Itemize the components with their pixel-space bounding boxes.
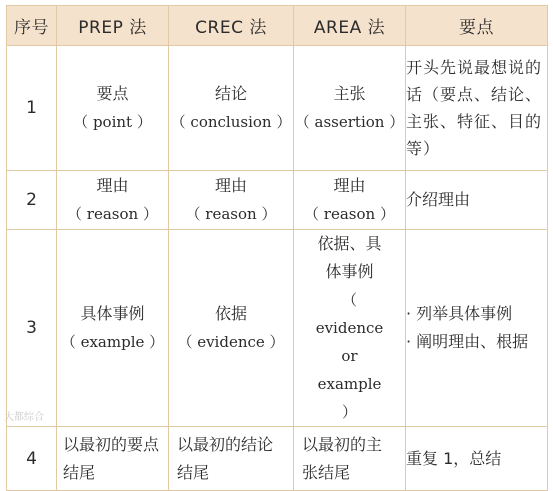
prep-cell — [57, 230, 169, 427]
area-term: 理由 — [333, 176, 366, 195]
area-cell — [294, 46, 406, 171]
table-row — [7, 171, 548, 230]
prep-term-en: （ point ） — [73, 113, 152, 131]
keypoint-cell — [406, 230, 548, 427]
area-term-en: （ reason ） — [304, 205, 395, 223]
crec-cell — [169, 171, 294, 230]
bullet-item: · 列举具体事例 — [406, 304, 513, 323]
prep-term-en: （ reason ） — [67, 205, 158, 223]
prep-cell — [57, 171, 169, 230]
area-cell: 以最初的主张结尾 — [294, 427, 406, 491]
crec-term: 结论 — [214, 84, 247, 103]
header-row — [7, 6, 548, 46]
crec-cell — [169, 230, 294, 427]
prep-term: 要点 — [96, 84, 129, 103]
header-index: 序号 — [7, 6, 57, 46]
table-row — [7, 427, 548, 491]
area-term: 依据、具体事例 — [317, 234, 382, 281]
keypoint-cell: 介绍理由 — [406, 171, 548, 230]
area-term: 主张 — [333, 84, 366, 103]
row-number: 1 — [7, 46, 57, 171]
row-number: 4 — [7, 427, 57, 491]
area-term-en: （ assertion ） — [294, 113, 405, 131]
keypoint-cell: 开头先说最想说的话（要点、结论、主张、特征、目的等） — [406, 46, 548, 171]
watermark: 大都综合 — [4, 412, 44, 423]
crec-term-en: （ reason ） — [185, 205, 277, 223]
keypoint-cell: 重复 1，总结 — [406, 427, 548, 491]
header-crec: CREC 法 — [169, 6, 294, 46]
prep-term-en: （ example ） — [60, 333, 165, 351]
row-number: 3 — [7, 230, 57, 427]
area-term-en: （ evidence or example ） — [315, 291, 384, 421]
row-number: 2 — [7, 171, 57, 230]
crec-term-en: （ conclusion ） — [170, 113, 292, 131]
prep-term: 具体事例 — [80, 304, 145, 323]
prep-cell — [57, 46, 169, 171]
crec-term: 理由 — [214, 176, 247, 195]
prep-cell: 以最初的要点结尾 — [57, 427, 169, 491]
table-row — [7, 46, 548, 171]
crec-cell: 以最初的结论结尾 — [169, 427, 294, 491]
comparison-table — [6, 5, 548, 491]
crec-term: 依据 — [214, 304, 247, 323]
crec-term-en: （ evidence ） — [177, 333, 285, 351]
crec-cell — [169, 46, 294, 171]
table-row — [7, 230, 548, 427]
header-keypoint: 要点 — [406, 6, 548, 46]
header-area: AREA 法 — [294, 6, 406, 46]
prep-term: 理由 — [96, 176, 129, 195]
header-prep: PREP 法 — [57, 6, 169, 46]
bullet-item: · 阐明理由、根据 — [406, 332, 529, 351]
area-cell — [294, 171, 406, 230]
area-cell — [294, 230, 406, 427]
